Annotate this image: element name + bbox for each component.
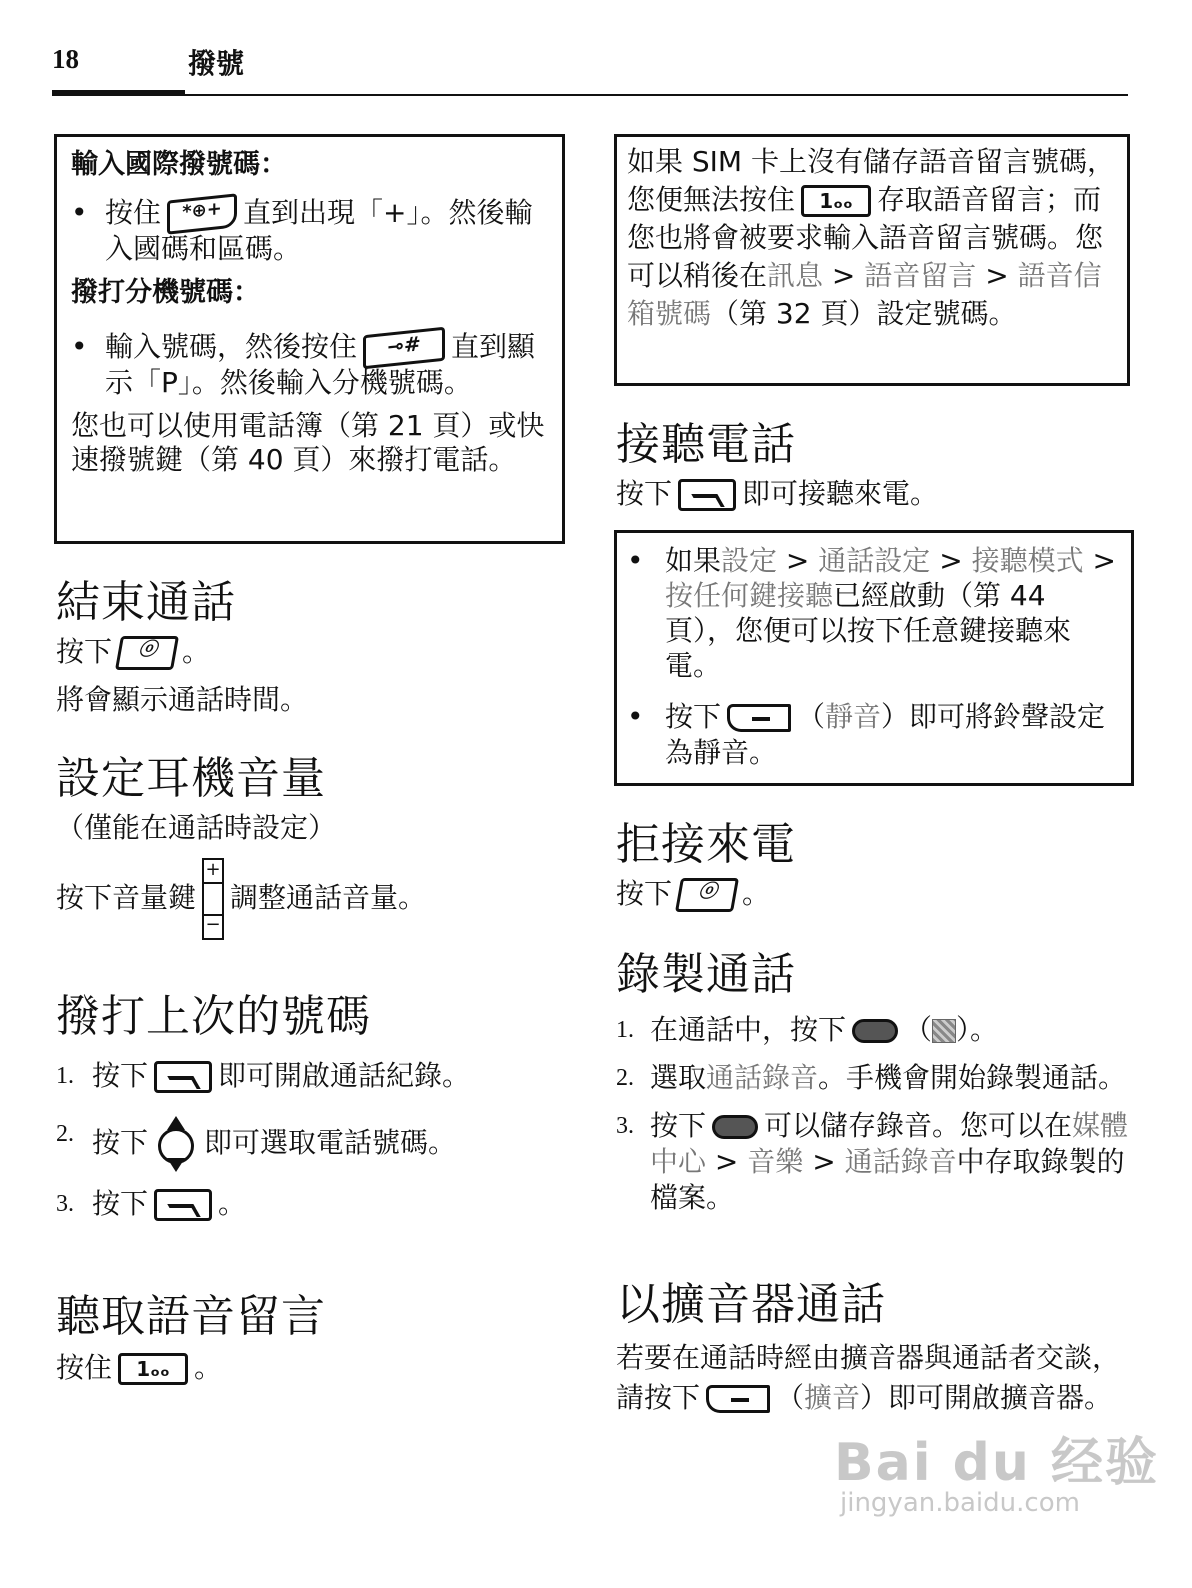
- section-title: 撥號: [188, 47, 245, 80]
- voicemail-key-icon: 1ₒₒ: [801, 185, 871, 217]
- sim-note-box: [614, 134, 1130, 386]
- record-step-1: 1. 在通話中，按下 （ ）。: [616, 1013, 999, 1046]
- reject-title: 拒接來電: [616, 819, 796, 870]
- send-key-icon: [154, 1061, 212, 1093]
- speaker-text: 若要在通話時經由擴音器與通話者交談，請按下 （擴音）即可開啟擴音器。: [616, 1341, 1121, 1414]
- end-key-icon: ⓞ: [675, 878, 739, 912]
- end-key-icon: ⓞ: [115, 636, 179, 670]
- voicemail-line: 按住 1ₒₒ 。: [56, 1351, 223, 1384]
- record-step-2: 2. 選取通話錄音。手機會開始錄製通話。: [616, 1061, 1127, 1094]
- intl-heading: 輸入國際撥號碼：: [71, 149, 287, 180]
- answer-options-box: [614, 530, 1134, 786]
- baidu-watermark-url: jingyan.baidu.com: [840, 1488, 1080, 1518]
- send-key-icon: [678, 479, 736, 511]
- redial-step-2: 2. 按下 即可選取電話號碼。: [56, 1116, 566, 1172]
- record-title: 錄製通話: [616, 949, 796, 1000]
- answer-line: 按下 即可接聽來電。: [616, 477, 939, 510]
- soft-key-icon: [727, 704, 791, 732]
- send-key-icon: [154, 1189, 212, 1221]
- earpiece-title: 設定耳機音量: [56, 753, 326, 804]
- middle-key-icon: [852, 1019, 898, 1043]
- reject-line: 按下 ⓞ 。: [616, 877, 771, 910]
- sim-note-text: 如果 SIM 卡上沒有儲存語音留言號碼，您便無法按住 1ₒₒ 存取語音留言；而您也將會被要求輸入語音留言號碼。您可以稍後在訊息 > 語音留言 > 語音信箱號碼（第 32 頁）設定號碼。: [627, 145, 1115, 330]
- any-key-item: • 如果設定 > 通話設定 > 接聽模式 > 按任何鍵接聽已經啟動（第 44 頁），您便可以按下任意鍵接聽來電。: [627, 544, 1116, 682]
- volume-key-icon: + −: [202, 858, 224, 940]
- redial-step-3: 3. 按下 。: [56, 1187, 247, 1220]
- page-number: 18: [52, 44, 79, 74]
- voicemail-key-icon: 1ₒₒ: [118, 1353, 188, 1385]
- end-call-title: 結束通話: [56, 577, 236, 628]
- redial-step-1: 1. 按下 即可開啟通話紀錄。: [56, 1059, 471, 1092]
- intl-item: • 按住 *⊕+ 直到出現「+」。然後輸入國碼和區碼。: [71, 195, 550, 267]
- earpiece-note: （僅能在通話時設定）: [56, 811, 337, 844]
- nav-key-icon: [152, 1116, 200, 1172]
- star-key-icon: *⊕+: [167, 193, 237, 234]
- earpiece-line: 按下音量鍵 + − 調整通話音量。: [56, 858, 566, 940]
- intl-dial-box: [54, 134, 565, 544]
- baidu-watermark: Bai du 经验: [834, 1433, 1159, 1493]
- extension-item: • 輸入號碼，然後按住 ⊸# 直到顯示「P」。然後輸入分機號碼。: [71, 329, 550, 401]
- redial-title: 撥打上次的號碼: [56, 991, 371, 1042]
- voicemail-title: 聽取語音留言: [56, 1291, 326, 1342]
- middle-key-icon: [712, 1115, 758, 1139]
- record-icon: [932, 1019, 956, 1043]
- end-call-note: 將會顯示通話時間。: [56, 683, 309, 716]
- end-call-line: 按下 ⓞ 。: [56, 635, 211, 668]
- soft-key-icon: [706, 1385, 770, 1413]
- extension-heading: 撥打分機號碼：: [71, 277, 260, 308]
- answer-title: 接聽電話: [616, 419, 796, 470]
- mute-item: • 按下 （靜音）即可將鈴聲設定為靜音。: [627, 700, 1106, 769]
- hash-key-icon: ⊸#: [363, 327, 445, 370]
- intl-footer: 您也可以使用電話簿（第 21 頁）或快速撥號鍵（第 40 頁）來撥打電話。: [71, 409, 545, 476]
- speaker-title: 以擴音器通話: [616, 1279, 886, 1330]
- header-rule: [52, 94, 1128, 96]
- record-step-3: 3. 按下 可以儲存錄音。您可以在媒體中心 > 音樂 > 通話錄音中存取錄製的檔案。: [616, 1109, 1129, 1214]
